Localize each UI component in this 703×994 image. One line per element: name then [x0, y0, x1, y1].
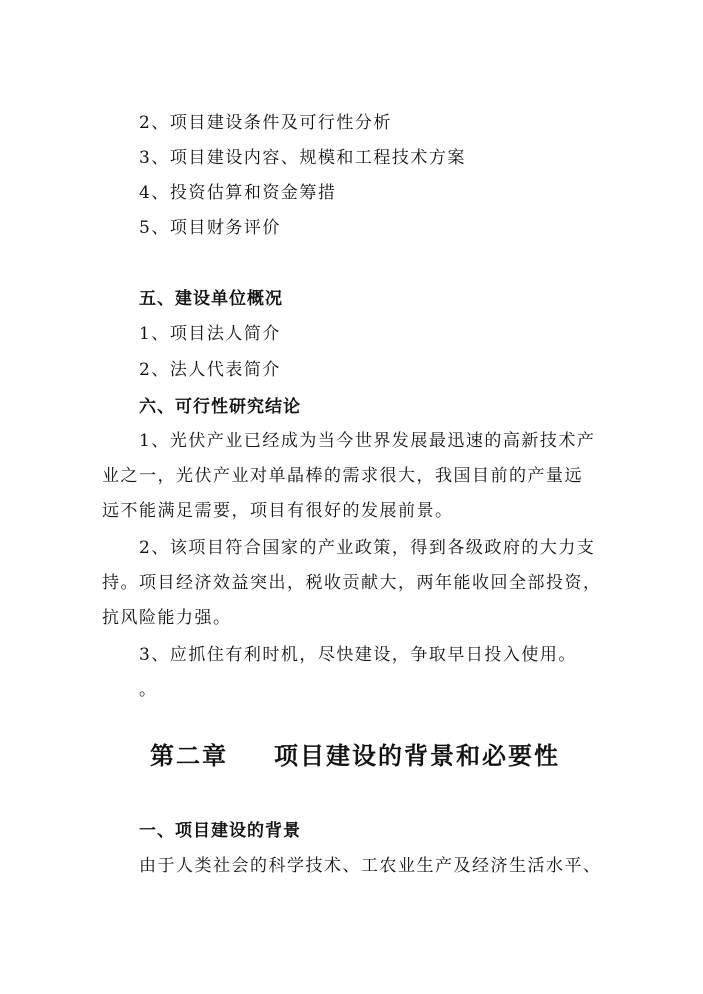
paragraph-line: 持。项目经济效益突出，税收贡献大，两年能收回全部投资， [102, 573, 602, 593]
list-item: 2、法人代表简介 [139, 360, 281, 380]
chapter-title [150, 740, 560, 772]
list-item: 1、项目法人简介 [139, 324, 281, 344]
section-heading: 五、建设单位概况 [139, 289, 283, 309]
paragraph-line: 3、应抓住有利时机，尽快建设，争取早日投入使用。 [139, 645, 577, 665]
chapter-name: 项目建设的背景和必要性 [274, 742, 560, 770]
trailing-mark: 。 [139, 680, 158, 700]
paragraph-line: 业之一，光伏产业对单晶棒的需求很大，我国目前的产量远 [102, 466, 583, 486]
paragraph-line: 由于人类社会的科学技术、工农业生产及经济生活水平、 [139, 856, 602, 876]
list-item: 5、项目财务评价 [139, 218, 281, 238]
chapter-number: 第二章 [150, 742, 228, 770]
paragraph-line: 抗风险能力强。 [102, 608, 232, 628]
list-item: 2、项目建设条件及可行性分析 [139, 113, 392, 133]
section-heading: 六、可行性研究结论 [139, 397, 301, 417]
section-heading: 一、项目建设的背景 [139, 821, 301, 841]
paragraph-line: 2、该项目符合国家的产业政策，得到各级政府的大力支 [139, 538, 596, 558]
list-item: 4、投资估算和资金筹措 [139, 183, 337, 203]
paragraph-line: 1、光伏产业已经成为当今世界发展最迅速的高新技术产 [139, 431, 596, 451]
list-item: 3、项目建设内容、规模和工程技术方案 [139, 148, 466, 168]
paragraph-line: 远不能满足需要，项目有很好的发展前景。 [102, 501, 454, 521]
